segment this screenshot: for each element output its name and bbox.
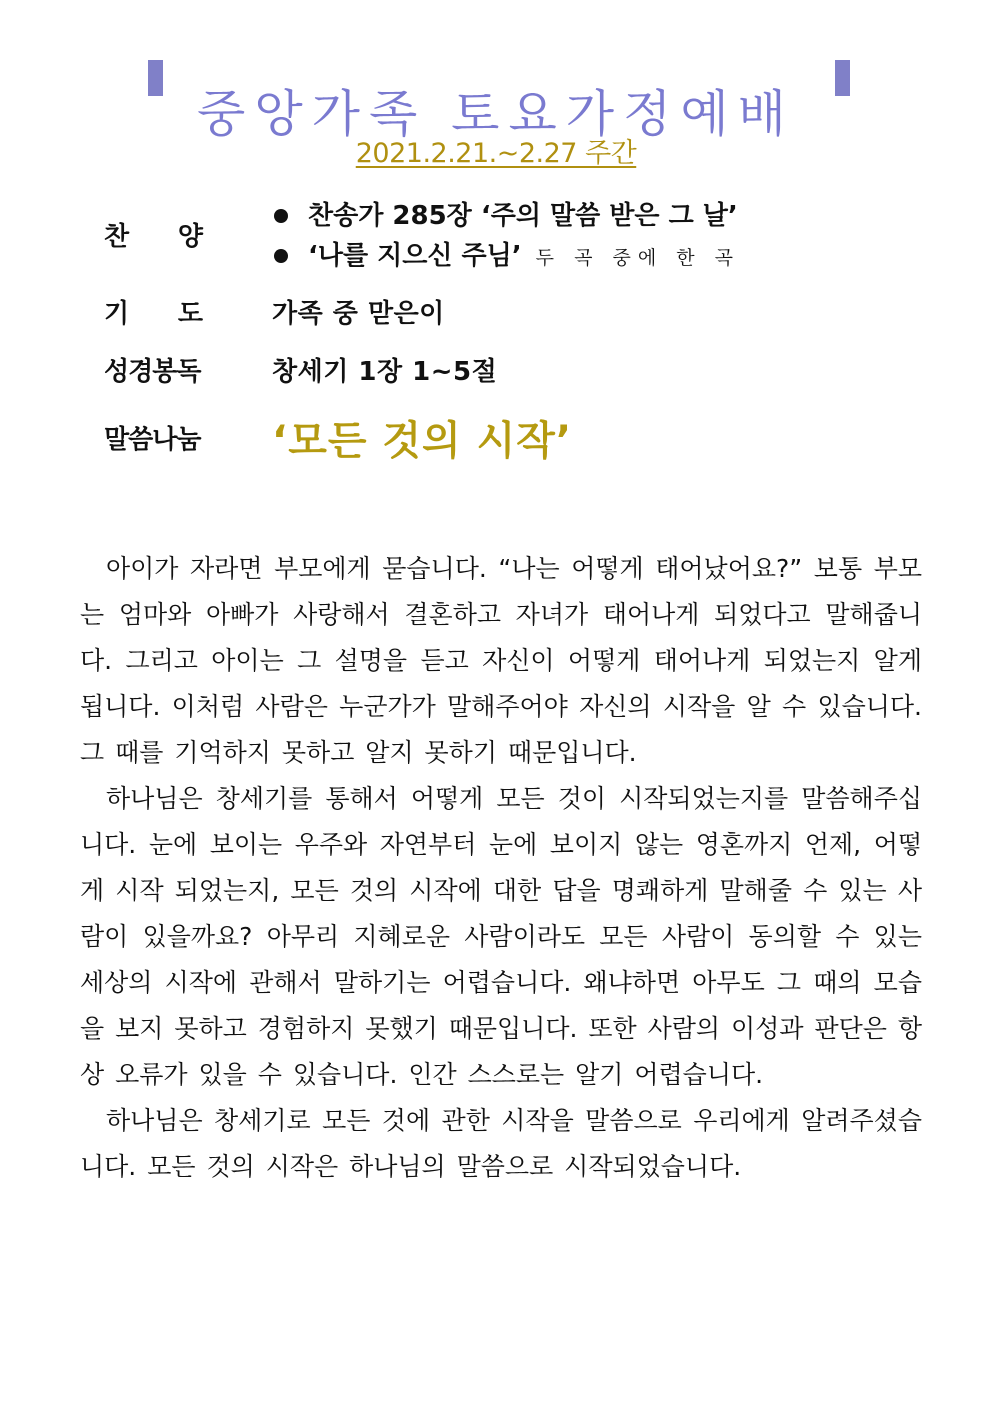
title-row: [0, 50, 992, 143]
prayer-label: [104, 293, 202, 330]
hymn-item-text: ‘나를 지으신 주님’: [308, 241, 522, 271]
hymn-item: [272, 196, 740, 236]
body-paragraph: 하나님은 창세기로 모든 것에 관한 시작을 말씀으로 우리에게 알려주셨습니다. 모든 것의 시작은 하나님의 말씀으로 시작되었습니다.: [80, 1106, 922, 1181]
reading-label: 성경봉독: [104, 357, 201, 387]
page-title: 중앙가족 토요가정예배: [197, 84, 795, 143]
bullet-icon: [274, 209, 288, 223]
sermon-title: ‘모든 것의 시작’: [272, 418, 573, 464]
hymn-note: 두 곡 중에 한 곡: [535, 247, 740, 269]
body-paragraph: 아이가 자라면 부모에게 묻습니다. “나는 어떻게 태어났어요?” 보통 부모는 엄마와 아빠가 사랑해서 결혼하고 자녀가 태어나게 되었다고 말해줍니다. 그리고 아이는 그 설명을 듣고 자신이 어떻게 태어나게 되었는지 알게 됩니다. 이처럼 사람은 누군가가 말해주어야 자신의 시작을 알 수 있습니다. 그 때를 기억하지 못하고 알지 못하기 때문입니다.: [80, 554, 922, 767]
hymn-label: [104, 216, 202, 253]
hymn-item: [272, 236, 740, 278]
reading-value: 창세기 1장 1~5절: [272, 357, 498, 387]
hymn-item-text: 찬송가 285장 ‘주의 말씀 받은 그 날’: [308, 201, 738, 231]
prayer-label-char-2: 도: [177, 299, 202, 329]
week-subtitle: [0, 131, 992, 170]
title-bar-right: [835, 60, 850, 96]
prayer-value: 가족 중 맏은이: [272, 299, 445, 329]
hymn-label-char-1: 찬: [104, 222, 129, 252]
sermon-label: 말씀나눔: [104, 425, 201, 455]
prayer-label-char-1: 기: [104, 299, 129, 329]
hymn-label-char-2: 양: [177, 222, 202, 252]
hymn-list: [272, 196, 740, 278]
sermon-body: [80, 546, 922, 1190]
bullet-icon: [274, 249, 288, 263]
week-range: 2021.2.21.~2.27 주간: [355, 138, 637, 169]
body-paragraph: 하나님은 창세기를 통해서 어떻게 모든 것이 시작되었는지를 말씀해주십니다. 눈에 보이는 우주와 자연부터 눈에 보이지 않는 영혼까지 언제, 어떻게 시작 되었는지, 모든 것의 시작에 대한 답을 명쾌하게 말해줄 수 있는 사람이 있을까요? 아무리 지혜로운 사람이라도 모든 사람이 동의할 수 있는 세상의 시작에 관해서 말하기는 어렵습니다. 왜냐하면 아무도 그 때의 모습을 보지 못하고 경험하지 못했기 때문입니다. 또한 사람의 이성과 판단은 항상 오류가 있을 수 있습니다. 인간 스스로는 알기 어렵습니다.: [80, 784, 922, 1089]
